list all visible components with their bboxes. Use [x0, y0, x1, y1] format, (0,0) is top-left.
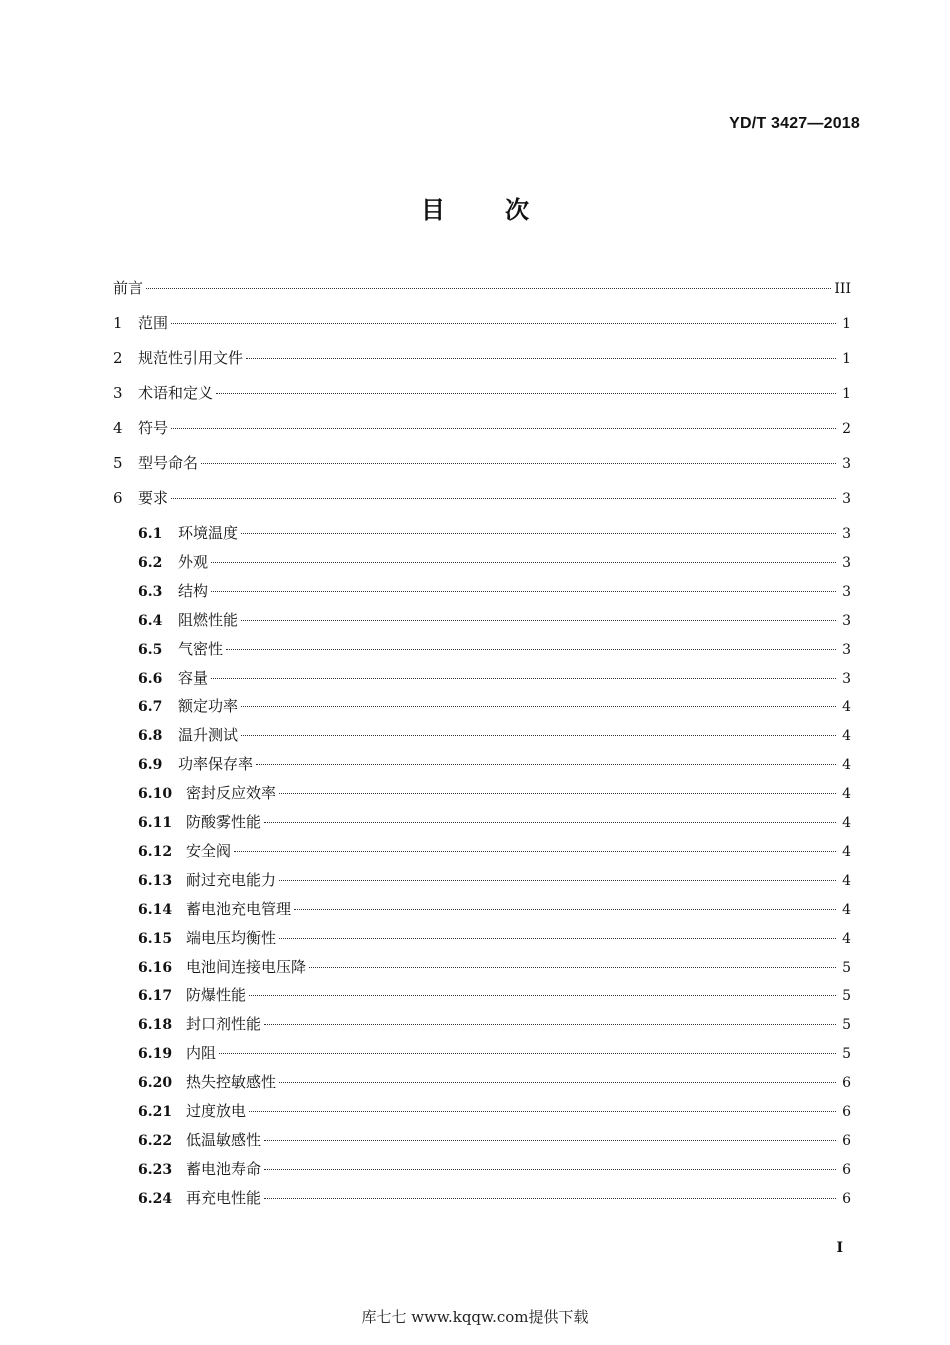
- dot-leader: [211, 561, 836, 563]
- toc-entry[interactable]: [138, 811, 851, 833]
- toc-entry-label: 蓄电池充电管理: [186, 899, 292, 918]
- toc-entry-label: 再充电性能: [186, 1188, 262, 1207]
- toc-entry[interactable]: [138, 898, 851, 920]
- toc-entry-label: 气密性: [178, 639, 224, 658]
- toc-entry-label: 范围: [138, 314, 169, 332]
- toc-entry-page: 5: [842, 1017, 851, 1034]
- dot-leader: [279, 1081, 836, 1083]
- toc-entry-number: 6.23: [138, 1161, 173, 1178]
- toc-entry-number: 6.21: [138, 1104, 173, 1120]
- toc-entry-page: 5: [842, 988, 851, 1005]
- toc-entry-number: 5: [113, 454, 123, 472]
- toc-entry-page: 6: [842, 1132, 851, 1149]
- toc-entry-label: 安全阀: [186, 841, 232, 860]
- dot-leader: [211, 590, 836, 592]
- toc-entry-number: 6.13: [138, 872, 173, 889]
- toc-entry[interactable]: [113, 417, 851, 439]
- toc-entry-label: 耐过充电能力: [186, 870, 277, 889]
- toc-entry-page: 4: [842, 815, 851, 831]
- toc-entry-label: 密封反应效率: [186, 784, 277, 803]
- toc-entry-page: 6: [842, 1161, 851, 1178]
- toc-entry-number: 6.17: [138, 988, 173, 1005]
- toc-entry[interactable]: [113, 347, 851, 369]
- toc-entry-label: 封口剂性能: [186, 1015, 262, 1034]
- dot-leader: [246, 357, 836, 359]
- toc-entry-page: 1: [842, 316, 851, 332]
- toc-entry-label: 温升测试: [178, 726, 239, 745]
- toc-entry-page: 3: [842, 456, 851, 472]
- toc-entry-page: 3: [842, 526, 851, 542]
- toc-entry-label: 防爆性能: [186, 986, 247, 1005]
- toc-entry-label: 结构: [178, 581, 209, 600]
- toc-entry-page: 6: [842, 1104, 851, 1120]
- dot-leader: [256, 763, 836, 765]
- toc-entry-page: 1: [842, 351, 851, 367]
- toc-entry-page: 6: [842, 1075, 851, 1092]
- toc-entry-page: 3: [842, 670, 851, 687]
- toc-entry[interactable]: [138, 1158, 851, 1180]
- toc-entry-page: 6: [842, 1190, 851, 1207]
- toc-entry-label: 术语和定义: [138, 384, 214, 402]
- dot-leader: [279, 937, 836, 939]
- toc-entry-number: 6.2: [138, 554, 163, 571]
- toc-entry-number: 1: [113, 314, 123, 332]
- toc-entry[interactable]: [138, 927, 851, 949]
- toc-entry-number: 6.4: [138, 612, 163, 629]
- toc-entry[interactable]: [138, 1013, 851, 1035]
- toc-entry-page: 3: [842, 641, 851, 658]
- toc-entry[interactable]: [138, 869, 851, 891]
- toc-entry-label: 前言: [113, 279, 144, 297]
- dot-leader: [171, 497, 836, 499]
- toc-entry-page: 4: [842, 786, 851, 803]
- toc-entry-label: 要求: [138, 489, 169, 507]
- toc-entry[interactable]: [113, 487, 851, 509]
- dot-leader: [201, 462, 836, 464]
- toc-entry-number: 6.9: [138, 757, 163, 774]
- toc-entry-label: 符号: [138, 419, 169, 437]
- toc-entry-page: 4: [842, 930, 851, 947]
- toc-entry-label: 蓄电池寿命: [186, 1159, 262, 1178]
- toc-entry-page: 1: [842, 386, 851, 402]
- page-number: I: [836, 1240, 843, 1256]
- dot-leader: [241, 619, 836, 621]
- dot-leader: [294, 908, 836, 910]
- toc-entry-page: 3: [842, 583, 851, 600]
- toc-entry-page: 2: [842, 421, 851, 437]
- toc-entry-number: 6.10: [138, 786, 173, 803]
- toc-entry-label: 环境温度: [178, 524, 239, 542]
- toc-entry-number: 6.6: [138, 670, 163, 687]
- toc-entry-number: 6.14: [138, 901, 173, 918]
- toc-entry-page: 4: [842, 872, 851, 889]
- toc-entry-label: 端电压均衡性: [186, 928, 277, 947]
- toc-entry[interactable]: [138, 1071, 851, 1093]
- toc-entry-number: 6.18: [138, 1017, 173, 1034]
- dot-leader: [249, 1110, 836, 1112]
- toc-entry[interactable]: [138, 551, 851, 573]
- toc-entry-number: 6.19: [138, 1046, 173, 1063]
- toc-entry[interactable]: [113, 312, 851, 334]
- toc-entry[interactable]: [138, 580, 851, 602]
- title-char-2: 次: [505, 196, 529, 224]
- dot-leader: [279, 879, 836, 881]
- toc-entry[interactable]: [138, 1187, 851, 1209]
- toc-entry-label: 防酸雾性能: [186, 813, 262, 831]
- footer-watermark: 库七七 www.kqqw.com提供下载: [361, 1308, 589, 1326]
- toc-entry-label: 规范性引用文件: [138, 349, 244, 367]
- dot-leader: [264, 1139, 836, 1141]
- toc-entry[interactable]: [138, 753, 851, 775]
- toc-entry[interactable]: [138, 840, 851, 862]
- toc-entry-number: 6.20: [138, 1075, 173, 1092]
- dot-leader: [264, 1197, 836, 1199]
- title-char-1: 目: [421, 196, 445, 224]
- toc-entry-page: 5: [842, 959, 851, 976]
- dot-leader: [171, 427, 836, 429]
- toc-entry[interactable]: [138, 695, 851, 717]
- toc-entry[interactable]: [138, 1100, 851, 1122]
- toc-entry-label: 额定功率: [178, 697, 239, 716]
- toc-entry[interactable]: [138, 984, 851, 1006]
- dot-leader: [249, 994, 836, 996]
- toc-entry[interactable]: [113, 382, 851, 404]
- toc-entry-number: 6.16: [138, 959, 173, 976]
- toc-entry-page: 3: [842, 491, 851, 507]
- toc-entry-page: 4: [842, 843, 851, 860]
- dot-leader: [279, 792, 836, 794]
- toc-entry-page: 4: [842, 757, 851, 774]
- dot-leader: [146, 287, 831, 289]
- toc-entry-label: 外观: [178, 552, 209, 571]
- toc-entry[interactable]: [138, 956, 851, 978]
- toc-entry-page: 4: [842, 901, 851, 918]
- dot-leader: [264, 821, 836, 823]
- toc-entry[interactable]: [113, 277, 851, 299]
- dot-leader: [241, 734, 836, 736]
- toc-entry-number: 4: [113, 419, 123, 437]
- toc-entry-page: 4: [842, 728, 851, 745]
- toc-entry-number: 6: [113, 489, 123, 507]
- toc-entry-label: 型号命名: [138, 454, 199, 472]
- toc-entry-number: 6.11: [138, 815, 173, 831]
- toc-entry-page: 3: [842, 554, 851, 571]
- toc-entry-page: III: [834, 281, 851, 297]
- toc-entry[interactable]: [138, 609, 851, 631]
- toc-entry-label: 阻燃性能: [178, 610, 239, 629]
- toc-entry-number: 6.5: [138, 641, 163, 658]
- toc-entry-number: 6.12: [138, 843, 173, 860]
- toc-entry-number: 6.24: [138, 1190, 173, 1207]
- toc-entry[interactable]: [138, 522, 851, 544]
- toc-entry-label: 内阻: [186, 1044, 217, 1063]
- dot-leader: [219, 1052, 836, 1054]
- toc-entry-number: 6.7: [138, 699, 163, 716]
- toc-entry-number: 6.3: [138, 583, 163, 600]
- toc-entry-page: 3: [842, 612, 851, 629]
- toc-entry-label: 热失控敏感性: [186, 1073, 277, 1092]
- dot-leader: [241, 705, 836, 707]
- toc-entry-number: 6.15: [138, 930, 173, 947]
- toc-entry-number: 2: [113, 349, 123, 367]
- page-title: [0, 190, 950, 225]
- toc-entry-label: 容量: [178, 668, 209, 687]
- dot-leader: [226, 648, 836, 650]
- dot-leader: [264, 1168, 836, 1170]
- dot-leader: [241, 532, 836, 534]
- toc-entry-page: 4: [842, 699, 851, 716]
- toc-entry-number: 6.8: [138, 728, 163, 745]
- dot-leader: [216, 392, 836, 394]
- dot-leader: [211, 677, 836, 679]
- toc-entry[interactable]: [138, 1042, 851, 1064]
- toc-entry-number: 6.1: [138, 526, 163, 542]
- standard-number: YD/T 3427—2018: [729, 115, 860, 132]
- toc-entry[interactable]: [138, 667, 851, 689]
- dot-leader: [264, 1023, 836, 1025]
- toc-entry-label: 过度放电: [186, 1102, 247, 1120]
- toc-entry-label: 电池间连接电压降: [186, 957, 307, 976]
- toc-entry[interactable]: [138, 782, 851, 804]
- toc-entry-number: 6.22: [138, 1132, 173, 1149]
- toc-entry-label: 低温敏感性: [186, 1130, 262, 1149]
- toc-entry-label: 功率保存率: [178, 755, 254, 774]
- dot-leader: [171, 322, 836, 324]
- toc-entry[interactable]: [113, 452, 851, 474]
- dot-leader: [309, 966, 836, 968]
- toc-entry-page: 5: [842, 1046, 851, 1063]
- toc-entry[interactable]: [138, 1129, 851, 1151]
- toc-entry[interactable]: [138, 638, 851, 660]
- toc-entry-number: 3: [113, 384, 123, 402]
- dot-leader: [234, 850, 836, 852]
- toc-entry[interactable]: [138, 724, 851, 746]
